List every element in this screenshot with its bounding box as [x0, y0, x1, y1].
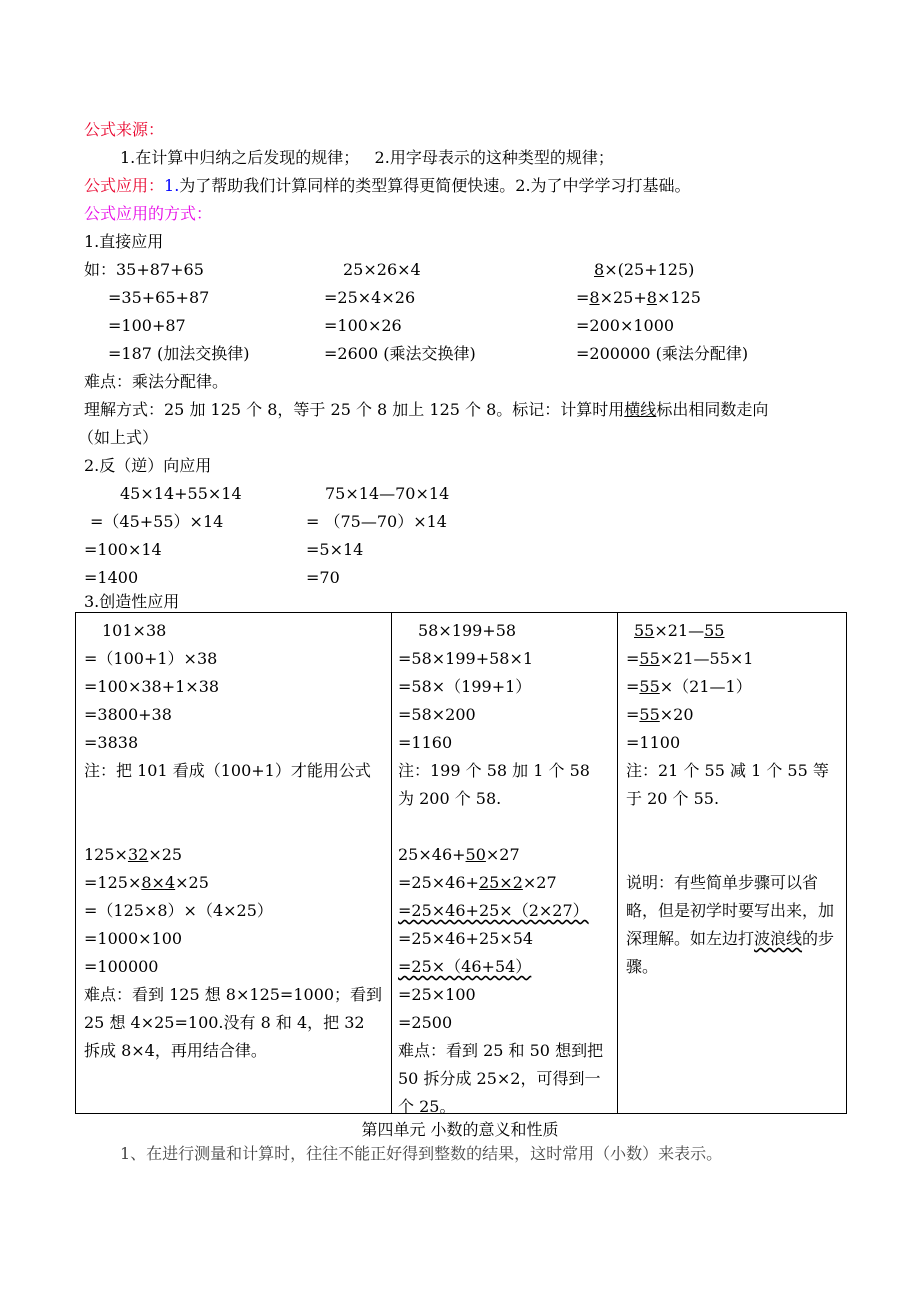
t: = [626, 649, 640, 668]
t: =125× [84, 873, 142, 892]
c1-note: 注：把 101 看成（100+1）才能用公式 [84, 761, 371, 780]
direct-c2-l4: =2600 (乘法交换律) [324, 344, 476, 363]
c2-e2-l6: =25×100 [398, 985, 476, 1004]
underline-times: × [151, 873, 165, 892]
reverse-c1-l3: =100×14 [84, 540, 162, 559]
understanding-text-end: 标出相同数走向 [656, 400, 769, 419]
c2-note2: 难点：看到 25 和 50 想到把 50 拆分成 25×2，可得到一个 25。 [398, 1041, 604, 1116]
c1-e2-l4: =1000×100 [84, 929, 183, 948]
c3-l1-rest: ×(25+125) [604, 260, 695, 279]
source-text-1: 1.在计算中归纳之后发现的规律； [120, 148, 360, 167]
underline-55: 55 [639, 649, 660, 668]
t: 25×46+ [398, 845, 466, 864]
underline-55: 55 [634, 621, 655, 640]
c2-note: 注：199 个 58 加 1 个 58 为 200 个 58. [398, 761, 590, 808]
c2-e2-l5-wavy: =25×（46+54） [398, 957, 532, 976]
c3-l3 [626, 673, 752, 701]
t: ×21—55×1 [659, 649, 754, 668]
creative-heading: 3.创造性应用 [84, 592, 180, 611]
t: = [626, 705, 640, 724]
eq: = [576, 288, 590, 307]
underline-8: 8 [141, 873, 152, 892]
formula-source-label: 公式来源： [84, 120, 165, 139]
c3-l2-mid: ×25+ [599, 288, 647, 307]
underline-25x2: 25×2 [478, 873, 523, 892]
c1-e2-l3: =（125×8）×（4×25） [84, 901, 273, 920]
underline-32: 32 [127, 845, 149, 864]
c2-e2-l7: =2500 [398, 1013, 453, 1032]
direct-c1-l1: 如：35+87+65 [84, 260, 204, 279]
creative-cell-1 [76, 613, 392, 1114]
formula-application-line [84, 172, 691, 200]
direct-understanding-2: （如上式） [78, 428, 159, 447]
t: 125× [84, 845, 128, 864]
c3-l4 [626, 701, 694, 729]
direct-understanding [84, 396, 768, 424]
understanding-underline: 横线 [624, 400, 657, 419]
underline-55: 55 [639, 677, 660, 696]
t: = [626, 677, 640, 696]
c2-line: 58×199+58 [418, 621, 517, 640]
c1-line: =（100+1）×38 [84, 649, 218, 668]
t: ×27 [522, 873, 557, 892]
underline-55: 55 [704, 621, 725, 640]
formula-source-line [120, 144, 614, 172]
c3-l2 [626, 645, 753, 673]
underline-50: 50 [465, 845, 486, 864]
t: ×25 [175, 873, 209, 892]
direct-c3-l4: =200000 (乘法分配律) [576, 344, 749, 363]
direct-c3-l1 [594, 256, 694, 284]
reverse-c2-l1: 75×14—70×14 [325, 484, 450, 503]
direct-c2-l3: =100×26 [324, 316, 402, 335]
underline-4: 4 [164, 873, 176, 892]
formula-application-label: 公式应用： [84, 176, 165, 195]
c2-line: =58×199+58×1 [398, 649, 534, 668]
direct-c2-l1: 25×26×4 [343, 260, 421, 279]
c1-e2-l1 [84, 841, 182, 869]
underline-8: 8 [589, 288, 600, 307]
underline-8: 8 [594, 260, 605, 279]
reverse-c2-l2: = （75—70）×14 [306, 512, 447, 531]
reverse-c2-l4: =70 [306, 568, 340, 587]
t: ×21— [654, 621, 705, 640]
understanding-text: 理解方式：25 加 125 个 8，等于 25 个 8 加上 125 个 8。标记：计算时用 [84, 400, 625, 419]
c1-line: 101×38 [102, 621, 167, 640]
direct-c3-l3: =200×1000 [576, 316, 675, 335]
t: =25×46+ [398, 873, 479, 892]
reverse-c2-l3: =5×14 [306, 540, 364, 559]
source-text-2: 2.用字母表示的这种类型的规律； [374, 148, 614, 167]
t: ×27 [485, 845, 520, 864]
c1-note2: 难点：看到 125 想 8×125=1000；看到 25 想 4×25=100.没有 8 和 4，把 32 拆成 8×4，再用结合律。 [84, 985, 383, 1060]
direct-c2-l2: =25×4×26 [324, 288, 416, 307]
application-num: 1. [164, 176, 180, 195]
c2-e2-l4: =25×46+25×54 [398, 929, 534, 948]
creative-cell-3 [618, 613, 847, 1114]
t: ×（21—1） [659, 677, 752, 696]
c3-l5: =1100 [626, 733, 681, 752]
c2-line: =58×（199+1） [398, 677, 532, 696]
c1-line: =3838 [84, 733, 139, 752]
t: ×25 [148, 845, 183, 864]
c1-line: =3800+38 [84, 705, 172, 724]
c3-l2-end: ×125 [656, 288, 701, 307]
c2-e2-l3-wavy: =25×46+25×（2×27） [398, 901, 589, 920]
application-methods-label: 公式应用的方式： [84, 204, 213, 223]
c3-note: 注：21 个 55 减 1 个 55 等于 20 个 55. [626, 761, 829, 808]
direct-c3-l2 [576, 284, 701, 312]
reverse-c1-l4: =1400 [84, 568, 139, 587]
reverse-heading: 2.反（逆）向应用 [84, 456, 212, 475]
underline-55: 55 [639, 705, 660, 724]
c2-line: =58×200 [398, 705, 476, 724]
c1-line: =100×38+1×38 [84, 677, 220, 696]
direct-c1-l3: =100+87 [108, 316, 186, 335]
explain-wavy: 波浪线 [754, 929, 803, 948]
reverse-c1-l1: 45×14+55×14 [120, 484, 242, 503]
t: ×20 [659, 705, 694, 724]
creative-table [75, 612, 847, 1114]
unit4-title: 第四单元 小数的意义和性质 [361, 1120, 559, 1139]
c3-l1 [634, 617, 724, 645]
explain-text-end: 的步骤。 [626, 929, 835, 976]
c2-e2-l1 [398, 841, 520, 869]
direct-difficulty: 难点：乘法分配律。 [84, 372, 229, 391]
creative-cell-2 [392, 613, 618, 1114]
c1-e2-l2 [84, 869, 209, 897]
c2-e2-l2 [398, 869, 557, 897]
direct-c1-l4: =187 (加法交换律) [108, 344, 250, 363]
c2-line: =1160 [398, 733, 453, 752]
unit4-item1: 1、在进行测量和计算时，往往不能正好得到整数的结果，这时常用（小数）来表示。 [120, 1144, 723, 1163]
c3-explain [626, 869, 838, 981]
explain-text: 说明：有些简单步骤可以省略，但是初学时要写出来，加深理解。如左边打 [626, 873, 835, 948]
application-text: 为了帮助我们计算同样的类型算得更简便快速。2.为了中学学习打基础。 [179, 176, 691, 195]
direct-heading: 1.直接应用 [84, 232, 164, 251]
underline-8: 8 [646, 288, 657, 307]
direct-c1-l2: =35+65+87 [108, 288, 210, 307]
c1-e2-l5: =100000 [84, 957, 159, 976]
reverse-c1-l2: =（45+55）×14 [90, 512, 224, 531]
